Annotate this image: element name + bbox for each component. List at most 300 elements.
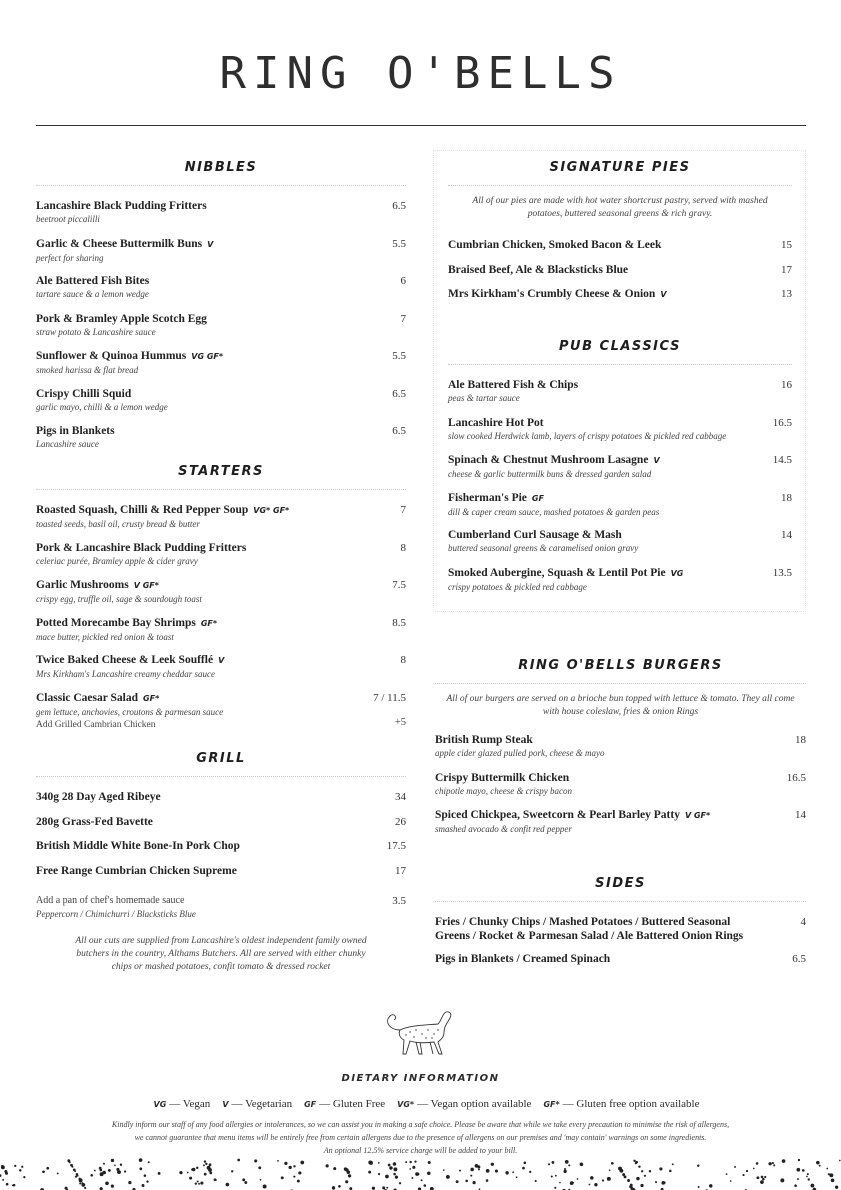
menu-item — [448, 566, 792, 604]
item-description: peas & tartar sauce — [448, 393, 520, 403]
decorative-dot — [589, 1184, 591, 1186]
item-name — [36, 424, 406, 438]
decorative-dot — [563, 1170, 566, 1173]
decorative-dot — [208, 1168, 212, 1172]
item-price: 6 — [400, 275, 406, 287]
decorative-dot — [819, 1165, 821, 1167]
decorative-dot — [300, 1161, 304, 1165]
item-name — [36, 691, 406, 706]
decorative-dot — [565, 1160, 569, 1164]
item-price: 18 — [781, 491, 792, 504]
decorative-dot — [77, 1175, 79, 1177]
decorative-dot — [564, 1168, 566, 1170]
decorative-dot — [195, 1183, 197, 1185]
decorative-dot — [102, 1171, 106, 1175]
decorative-dot — [753, 1168, 755, 1170]
item-list — [36, 790, 406, 888]
leopard-illustration — [380, 1008, 465, 1058]
item-name-text: 340g 28 Day Aged Ribeye — [36, 791, 161, 803]
decorative-dot — [46, 1167, 49, 1170]
item-price: 15 — [781, 239, 792, 251]
decorative-dot — [209, 1163, 212, 1166]
decorative-dot — [570, 1181, 574, 1185]
decorative-dot — [409, 1161, 411, 1163]
menu-item — [448, 287, 792, 312]
decorative-dot — [12, 1185, 14, 1187]
dietary-tag: VG* GF* — [253, 506, 290, 515]
decorative-dot — [516, 1176, 518, 1178]
decorative-dot — [568, 1164, 570, 1166]
menu-item — [36, 274, 406, 312]
decorative-dot — [512, 1171, 514, 1173]
decorative-dot — [796, 1168, 800, 1172]
dietary-heading: DIETARY INFORMATION — [341, 1073, 500, 1084]
decorative-dot — [284, 1162, 287, 1165]
decorative-dot — [839, 1160, 841, 1162]
title-divider — [36, 125, 806, 126]
decorative-dot — [423, 1184, 426, 1187]
item-description: mace butter, pickled red onion & toast — [36, 631, 174, 642]
item-name — [448, 238, 792, 252]
decorative-dot — [698, 1186, 700, 1188]
menu-item — [36, 790, 406, 815]
menu-item — [36, 578, 406, 616]
decorative-dot — [14, 1165, 16, 1167]
decorative-dot — [659, 1167, 662, 1170]
menu-item — [448, 491, 792, 529]
section-heading: STARTERS — [178, 464, 264, 479]
decorative-dot — [446, 1175, 450, 1179]
item-name — [435, 808, 806, 823]
decorative-dot — [762, 1178, 765, 1181]
section-note: All of our burgers are served on a brioche bun topped with lettuce & tomato. They all come with house coleslaw, fries & onion Rings — [446, 694, 795, 717]
item-name — [36, 349, 406, 364]
item-description: smashed avocado & confit red pepper — [435, 824, 572, 834]
section-heading: GRILL — [196, 751, 246, 766]
decorative-dot — [385, 1175, 389, 1179]
item-name-text: Garlic & Cheese Buttermilk Buns — [36, 237, 203, 250]
item-name-text: Pork & Lancashire Black Pudding Fritters — [36, 541, 247, 554]
item-name — [36, 312, 406, 326]
menu-item — [36, 815, 406, 840]
item-description: perfect for sharing — [36, 252, 104, 263]
decorative-dot — [797, 1178, 799, 1180]
sauce-options: Peppercorn / Chimichurri / Blacksticks Blue — [36, 909, 196, 919]
menu-item — [36, 653, 406, 691]
decorative-dot — [196, 1167, 198, 1169]
decorative-dot — [297, 1180, 300, 1183]
item-description: smoked harissa & flat bread — [36, 365, 139, 375]
sauce-label: Add a pan of chef's homemade sauce — [36, 895, 185, 906]
item-name — [36, 839, 406, 853]
decorative-dot — [548, 1163, 550, 1165]
decorative-dot — [780, 1178, 784, 1182]
decorative-dot — [298, 1171, 301, 1174]
item-price: 17 — [781, 263, 792, 276]
decorative-dot — [254, 1159, 257, 1162]
decorative-dot — [288, 1166, 291, 1169]
decorative-dot — [103, 1163, 105, 1165]
decorative-dot — [456, 1180, 459, 1183]
section-burgers — [435, 656, 806, 846]
menu-item — [36, 199, 406, 237]
dietary-label: — Vegetarian — [231, 1098, 293, 1110]
item-name-text: Smoked Aubergine, Squash & Lentil Pot Pie — [448, 566, 666, 579]
dietary-key: GF* — [543, 1100, 560, 1109]
decorative-dot — [69, 1161, 71, 1163]
item-price: 6.5 — [792, 953, 806, 965]
decorative-dot — [551, 1176, 553, 1178]
item-name-text: Crispy Chilli Squid — [36, 387, 132, 400]
menu-item — [36, 503, 406, 541]
dotted-divider — [36, 185, 406, 186]
decorative-dot — [414, 1161, 416, 1163]
item-name-text: Classic Caesar Salad — [36, 691, 139, 704]
decorative-dot — [832, 1180, 834, 1182]
decorative-dot — [231, 1170, 233, 1172]
addon-price: +5 — [394, 716, 406, 728]
decorative-dot — [619, 1169, 623, 1173]
decorative-dot — [486, 1169, 490, 1173]
item-name-text: Mrs Kirkham's Crumbly Cheese & Onion — [448, 288, 656, 300]
decorative-dot — [554, 1187, 556, 1189]
menu-item — [36, 312, 406, 350]
decorative-dot — [757, 1176, 760, 1179]
decorative-dot — [636, 1177, 639, 1180]
item-description: crispy potatoes & pickled red cabbage — [448, 581, 587, 592]
decorative-dot — [470, 1168, 474, 1172]
dotted-divider — [36, 489, 406, 490]
item-list — [36, 503, 406, 728]
decorative-dot — [382, 1186, 385, 1189]
decorative-dot — [829, 1173, 833, 1177]
decorative-dot — [378, 1162, 380, 1164]
decorative-dot — [806, 1176, 808, 1178]
decorative-dot — [378, 1173, 380, 1175]
dotted-divider — [435, 901, 806, 902]
item-list — [448, 378, 792, 603]
section-note: All of our pies are made with hot water shortcrust pastry, served with mashed potatoes, buttered seasonal greens & rich gravy. — [472, 196, 768, 219]
decorative-dot — [332, 1186, 335, 1189]
item-price: 13 — [781, 288, 792, 300]
item-price: 8 — [400, 541, 406, 554]
decorative-dot — [105, 1181, 109, 1185]
dietary-tag: V GF* — [684, 811, 711, 820]
decorative-dot — [146, 1180, 148, 1182]
dotted-divider — [448, 185, 792, 186]
item-description: chipotle mayo, cheese & crispy bacon — [435, 785, 572, 796]
dietary-label: — Gluten free option available — [562, 1098, 700, 1110]
decorative-dot — [746, 1170, 748, 1172]
decorative-dot — [120, 1164, 122, 1166]
section-signature-pies — [448, 158, 792, 312]
decorative-dot — [655, 1181, 657, 1183]
item-name-text: Twice Baked Cheese & Leek Soufflé — [36, 654, 214, 666]
dietary-label: — Gluten Free — [319, 1098, 386, 1110]
decorative-dot — [2, 1179, 4, 1181]
item-description: straw potato & Lancashire sauce — [36, 326, 156, 337]
decorative-dot — [535, 1180, 537, 1182]
dotted-divider — [435, 683, 806, 684]
decorative-dot — [187, 1172, 189, 1174]
decorative-dot — [111, 1185, 114, 1188]
decorative-dot — [139, 1158, 143, 1162]
decorative-dot — [90, 1174, 93, 1177]
item-name — [448, 566, 792, 581]
menu-item — [448, 416, 792, 454]
decorative-dot — [326, 1164, 329, 1167]
decorative-dot — [23, 1176, 25, 1178]
decorative-dot — [116, 1168, 119, 1171]
section-heading: SIDES — [595, 876, 646, 891]
decorative-dot — [505, 1171, 508, 1174]
decorative-dot — [472, 1181, 475, 1184]
item-price: 14 — [781, 529, 792, 541]
decorative-dot — [1, 1165, 5, 1169]
decorative-dot — [158, 1172, 161, 1175]
decorative-dot — [148, 1161, 150, 1163]
item-name — [36, 237, 406, 252]
menu-item — [435, 733, 806, 771]
decorative-dot — [345, 1180, 348, 1183]
decorative-dot — [21, 1166, 23, 1168]
dietary-tag: GF* — [200, 618, 218, 628]
decorative-dot — [794, 1184, 797, 1187]
item-name-text: Fisherman's Pie — [448, 491, 527, 504]
decorative-dot — [416, 1173, 419, 1176]
item-name — [36, 274, 406, 288]
menu-item — [448, 378, 792, 416]
decorative-dot — [338, 1185, 341, 1188]
decorative-dot — [348, 1174, 351, 1177]
item-price: 16 — [781, 379, 792, 391]
decorative-dot — [826, 1168, 828, 1170]
decorative-dot — [75, 1176, 77, 1178]
decorative-dot — [808, 1178, 810, 1180]
item-name-text: 280g Grass-Fed Bavette — [36, 815, 153, 828]
decorative-dot — [594, 1183, 597, 1186]
menu-item — [36, 541, 406, 579]
item-description: tartare sauce & a lemon wedge — [36, 289, 149, 299]
item-price: 26 — [395, 815, 406, 828]
dietary-tag: GF — [531, 493, 544, 503]
menu-item — [448, 453, 792, 491]
item-description: beetroot piccalilli — [36, 214, 100, 224]
decorative-dot — [611, 1162, 614, 1165]
decorative-dot — [742, 1174, 744, 1176]
item-name — [36, 578, 406, 593]
decorative-dot — [237, 1159, 240, 1162]
decorative-dot — [368, 1160, 372, 1164]
decorative-dot — [84, 1187, 86, 1189]
item-price: 6.5 — [392, 200, 406, 212]
item-name-text: Free Range Cumbrian Chicken Supreme — [36, 864, 237, 877]
item-list — [435, 915, 806, 977]
item-description: slow cooked Herdwick lamb, layers of crispy potatoes & pickled red cabbage — [448, 430, 727, 441]
decorative-dot — [139, 1167, 142, 1170]
restaurant-title: RING O'BELLS — [219, 48, 622, 99]
menu-item — [36, 387, 406, 425]
decorative-dot — [6, 1183, 9, 1186]
decorative-dot — [388, 1164, 391, 1167]
dietary-tag: V GF* — [133, 581, 159, 590]
decorative-dot — [475, 1164, 479, 1168]
item-name — [448, 287, 792, 302]
item-description: buttered seasonal greens & caramelised onion gravy — [448, 543, 639, 553]
decorative-dot — [386, 1187, 388, 1189]
item-price: 17 — [395, 864, 406, 877]
section-starters — [36, 462, 406, 728]
decorative-dot — [263, 1185, 267, 1189]
decorative-dot — [640, 1184, 643, 1187]
item-name-text: Ale Battered Fish & Chips — [448, 379, 579, 391]
grill-note: All our cuts are supplied from Lancashire's oldest independent family owned butchers in the country, Althams Butchers. All are served with either chunky chips or mashed potatoes, confit tomato & dressed rocket — [75, 935, 367, 972]
item-price: 8 — [400, 654, 406, 666]
item-description: celeriac purée, Bramley apple & cider gravy — [36, 555, 198, 566]
decorative-dot — [607, 1177, 611, 1181]
decorative-dot — [756, 1162, 759, 1165]
item-list — [448, 238, 792, 312]
decorative-dot — [478, 1168, 480, 1170]
item-description: crispy egg, truffle oil, sage & sourdough toast — [36, 594, 202, 604]
decorative-dot — [389, 1166, 392, 1169]
dietary-tag: VG GF* — [191, 352, 224, 361]
decorative-dot — [81, 1183, 85, 1187]
decorative-dot — [128, 1181, 131, 1184]
decorative-dot — [242, 1178, 245, 1181]
sauce-price: 3.5 — [392, 895, 406, 907]
decorative-dot — [393, 1173, 396, 1176]
decorative-dot — [559, 1182, 561, 1184]
menu-item — [435, 771, 806, 809]
item-description: Lancashire sauce — [36, 439, 99, 449]
dietary-legend — [0, 1098, 841, 1110]
menu-item — [36, 839, 406, 864]
decorative-dot — [428, 1161, 431, 1164]
decorative-dot — [661, 1181, 665, 1185]
menu-item — [36, 237, 406, 275]
decorative-dot — [782, 1159, 786, 1163]
item-name-text: Lancashire Black Pudding Fritters — [36, 200, 207, 212]
decorative-dot — [405, 1161, 407, 1163]
item-price: 7 — [400, 312, 406, 325]
decorative-dot — [580, 1162, 584, 1166]
decorative-dot — [602, 1179, 604, 1181]
item-name-text: Braised Beef, Ale & Blacksticks Blue — [448, 263, 629, 276]
item-name — [36, 815, 406, 829]
item-name-text: Roasted Squash, Chilli & Red Pepper Soup — [36, 504, 249, 516]
item-name-text: British Middle White Bone-In Pork Chop — [36, 840, 240, 852]
disclaimer-line: Kindly inform our staff of any food allergies or intolerances, so we can assist you in making a safe choice. Please be aware that while we take every precaution to minimise the risk of allergens, — [111, 1120, 730, 1129]
decorative-dot — [761, 1176, 764, 1179]
decorative-dot — [200, 1182, 203, 1185]
decorative-dot — [111, 1159, 114, 1162]
decorative-dot — [669, 1170, 672, 1173]
decorative-dot — [368, 1171, 371, 1174]
item-name — [448, 528, 792, 542]
decorative-dot — [768, 1162, 771, 1165]
decorative-dot — [835, 1185, 838, 1188]
item-name — [36, 653, 406, 668]
section-grill — [36, 749, 406, 974]
item-name-text: Cumberland Curl Sausage & Mash — [448, 529, 622, 541]
menu-item — [36, 349, 406, 387]
item-name — [36, 864, 406, 878]
allergen-disclaimer — [60, 1118, 781, 1157]
item-list — [435, 733, 806, 846]
section-heading: PUB CLASSICS — [559, 339, 681, 354]
dietary-tag: VG — [670, 568, 684, 578]
decorative-dot — [5, 1172, 8, 1175]
decorative-dot — [802, 1169, 805, 1172]
item-description: dill & caper cream sauce, mashed potatoes & garden peas — [448, 506, 660, 517]
decorative-dot — [577, 1178, 579, 1180]
dietary-label: — Vegan — [169, 1098, 211, 1110]
item-name — [36, 790, 406, 804]
item-name-text: Garlic Mushrooms — [36, 579, 129, 591]
decorative-dot — [74, 1170, 76, 1172]
decorative-dot — [409, 1168, 411, 1170]
decorative-dot — [244, 1181, 247, 1184]
decorative-dot — [697, 1164, 699, 1166]
item-price: 4 — [800, 916, 806, 928]
decorative-dot — [412, 1177, 414, 1179]
decorative-dot — [197, 1181, 199, 1183]
decorative-dot — [57, 1172, 59, 1174]
decorative-dot — [552, 1161, 555, 1164]
decorative-dot — [281, 1176, 284, 1179]
item-price: 7 / 11.5 — [373, 691, 406, 704]
decorative-dot — [0, 1174, 1, 1177]
item-price: 7.5 — [392, 579, 406, 591]
section-heading: NIBBLES — [184, 160, 258, 175]
item-description: Mrs Kirkham's Lancashire creamy cheddar sauce — [36, 669, 215, 679]
decorative-dot — [555, 1175, 557, 1177]
item-name — [435, 733, 806, 747]
decorative-dot — [644, 1175, 646, 1177]
decorative-dot — [764, 1176, 766, 1178]
menu-item — [435, 952, 806, 977]
dietary-key: V — [222, 1100, 229, 1109]
section-nibbles — [36, 158, 406, 462]
decorative-dot — [773, 1164, 775, 1166]
menu-item — [36, 616, 406, 654]
decorative-dot — [816, 1161, 820, 1165]
section-heading: RING O'BELLS BURGERS — [518, 658, 723, 673]
dietary-tag: V — [660, 290, 667, 299]
dietary-key: VG* — [397, 1100, 415, 1109]
item-price: 6.5 — [392, 425, 406, 437]
item-list — [36, 199, 406, 462]
dietary-tag: V — [218, 656, 225, 665]
dietary-label: — Vegan option available — [417, 1098, 532, 1110]
item-price: 14.5 — [772, 454, 792, 466]
decorative-dot — [772, 1162, 774, 1164]
dietary-key: VG — [153, 1100, 167, 1109]
item-name-text: Potted Morecambe Bay Shrimps — [36, 616, 196, 629]
decorative-dot — [226, 1183, 230, 1187]
item-name — [36, 541, 406, 555]
decorative-dot — [491, 1163, 494, 1166]
decorative-dot — [191, 1168, 194, 1171]
decorative-dot — [260, 1179, 262, 1181]
item-name-text: Lancashire Hot Pot — [448, 416, 544, 429]
item-name-text: Ale Battered Fish Bites — [36, 275, 150, 287]
decorative-dot — [258, 1166, 261, 1169]
menu-item — [435, 915, 806, 952]
disclaimer-line: we cannot guarantee that menu items will be entirely free from certain allergens due to the presence of allergens on our premises and 'may contain' warnings on some ingredients. — [134, 1133, 707, 1142]
item-price: 14 — [795, 809, 806, 821]
